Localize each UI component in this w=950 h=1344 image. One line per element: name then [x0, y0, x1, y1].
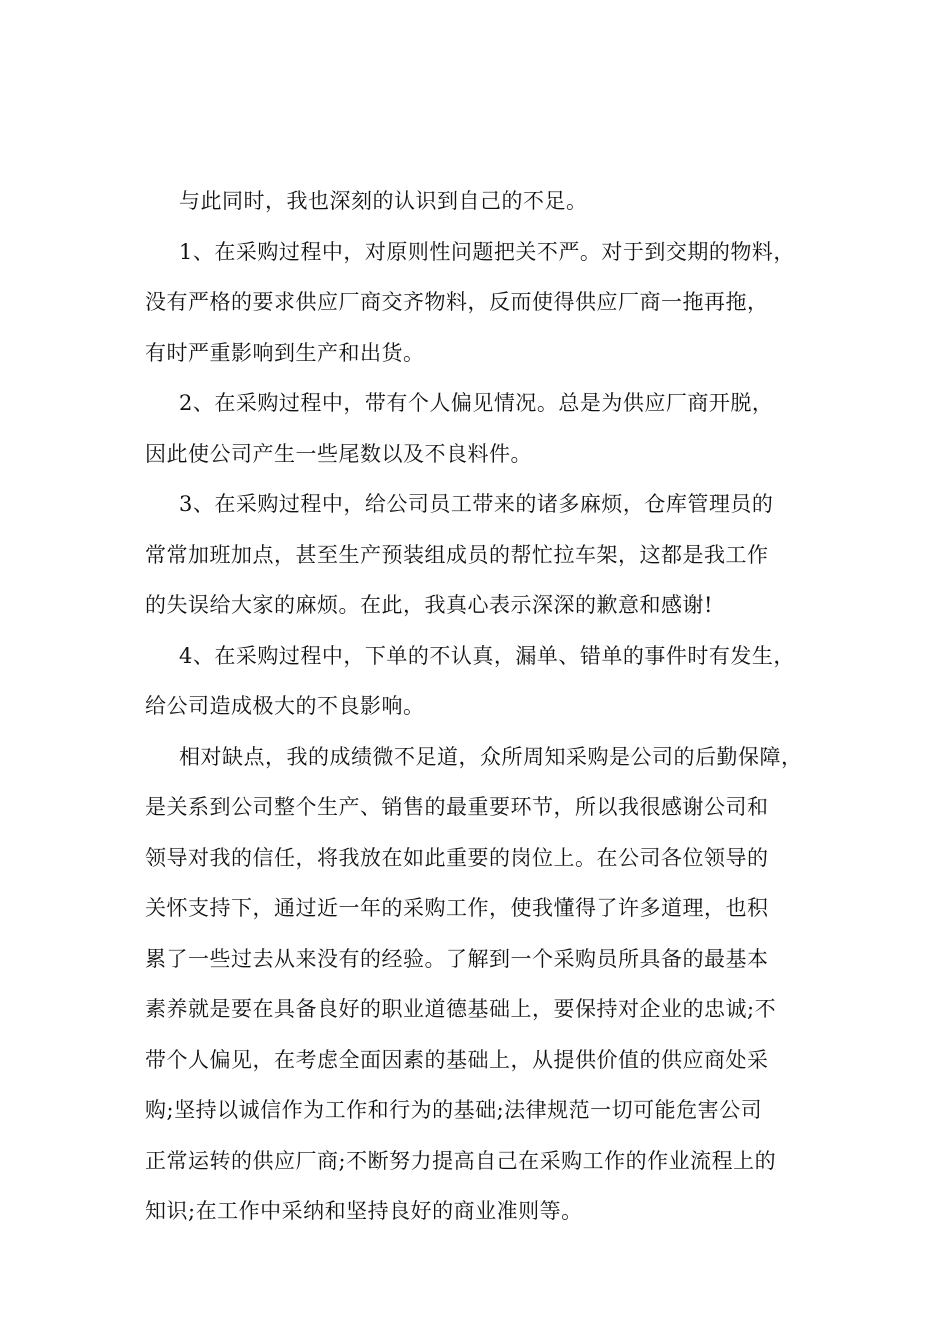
text-line: 常常加班加点，甚至生产预装组成员的帮忙拉车架，这都是我工作	[145, 542, 769, 567]
text-line: 因此使公司产生一些尾数以及不良料件。	[145, 441, 532, 466]
text-line: 素养就是要在具备良好的职业道德基础上，要保持对企业的忠诚;不	[145, 997, 777, 1021]
text-line: 关怀支持下，通过近一年的采购工作，使我懂得了许多道理，也积	[145, 896, 769, 920]
text-line: 累了一些过去从来没有的经验。了解到一个采购员所具备的最基本	[145, 946, 769, 971]
text-line: 相对缺点，我的成绩微不足道，众所周知采购是公司的后勤保障，	[179, 744, 803, 769]
paragraph-summary	[145, 738, 820, 1243]
text-line: 2、在采购过程中，带有个人偏见情况。总是为供应厂商开脱，	[179, 391, 774, 415]
paragraph-intro	[145, 182, 820, 233]
text-line: 4、在采购过程中，下单的不认真，漏单、错单的事件时有发生，	[179, 643, 795, 668]
text-line: 与此同时，我也深刻的认识到自己的不足。	[179, 189, 588, 213]
text-line: 购;坚持以诚信作为工作和行为的基础;法律规范一切可能危害公司	[145, 1098, 763, 1122]
text-line: 正常运转的供应厂商;不断努力提高自己在采购工作的作业流程上的	[145, 1148, 777, 1173]
text-line: 1、在采购过程中，对原则性问题把关不严。对于到交期的物料，	[179, 239, 795, 264]
paragraph-point-3	[145, 485, 820, 637]
text-line: 是关系到公司整个生产、销售的最重要环节，所以我很感谢公司和	[145, 795, 769, 819]
text-line: 领导对我的信任，将我放在如此重要的岗位上。在公司各位领导的	[145, 845, 769, 870]
text-line: 的失误给大家的麻烦。在此，我真心表示深深的歉意和感谢!	[145, 593, 713, 617]
text-line: 有时严重影响到生产和出货。	[145, 340, 425, 365]
text-line: 知识;在工作中采纳和坚持良好的商业准则等。	[145, 1199, 583, 1223]
text-line: 3、在采购过程中，给公司员工带来的诸多麻烦，仓库管理员的	[179, 492, 774, 516]
text-line: 没有严格的要求供应厂商交齐物料，反而使得供应厂商一拖再拖，	[145, 290, 769, 314]
text-line: 给公司造成极大的不良影响。	[145, 694, 425, 718]
paragraph-point-1	[145, 233, 820, 385]
paragraph-point-4	[145, 637, 820, 738]
paragraph-point-2	[145, 384, 820, 485]
text-line: 带个人偏见，在考虑全面因素的基础上，从提供价值的供应商处采	[145, 1047, 769, 1072]
document-body	[145, 182, 820, 1243]
